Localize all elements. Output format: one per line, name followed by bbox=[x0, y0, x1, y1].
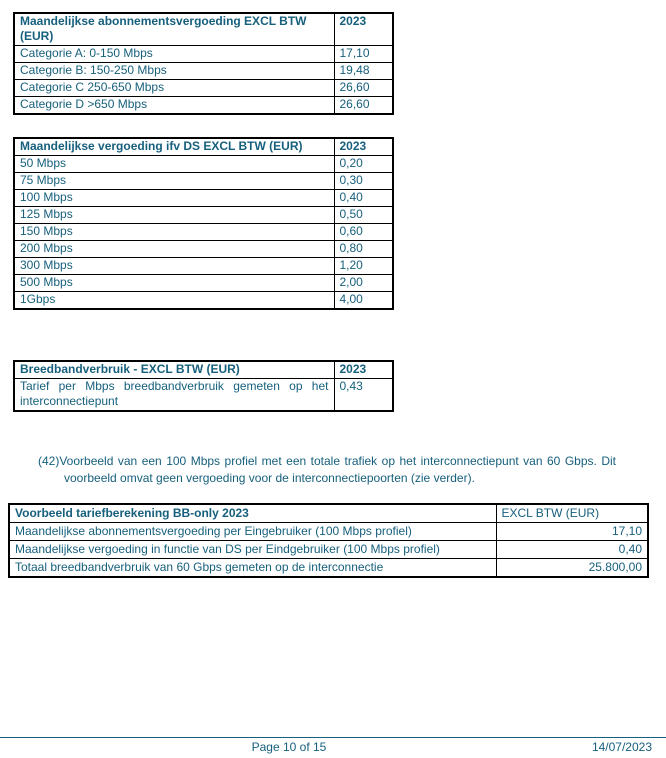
table-row bbox=[14, 258, 393, 275]
price-value: 26,60 bbox=[334, 97, 393, 115]
price-value: 0,80 bbox=[334, 241, 393, 258]
footer-divider bbox=[0, 737, 666, 738]
table-row bbox=[14, 63, 393, 80]
line-item-label: Maandelijkse abonnementsvergoeding per Eingebruiker (100 Mbps profiel) bbox=[9, 523, 496, 541]
paragraph-42 bbox=[38, 453, 616, 486]
price-value: 19,48 bbox=[334, 63, 393, 80]
subscription-fee-table bbox=[13, 12, 394, 115]
speed-label: 300 Mbps bbox=[14, 258, 334, 275]
speed-label: 100 Mbps bbox=[14, 190, 334, 207]
table-row bbox=[14, 46, 393, 63]
table-row bbox=[14, 80, 393, 97]
tariff-description: Tarief per Mbps breedbandverbruik gemeten op het interconnectiepunt bbox=[14, 379, 334, 412]
speed-label: 200 Mbps bbox=[14, 241, 334, 258]
price-value: 4,00 bbox=[334, 292, 393, 310]
table-row bbox=[9, 523, 648, 541]
year-column-header: 2023 bbox=[334, 361, 393, 379]
amount-value: 17,10 bbox=[496, 523, 648, 541]
table-row bbox=[14, 190, 393, 207]
table-row bbox=[14, 292, 393, 310]
speed-label: 75 Mbps bbox=[14, 173, 334, 190]
example-calculation-table bbox=[8, 503, 649, 578]
price-value: 17,10 bbox=[334, 46, 393, 63]
table-row bbox=[14, 379, 393, 412]
table-header-row bbox=[14, 138, 393, 156]
amount-value: 0,40 bbox=[496, 541, 648, 559]
category-label: Categorie D >650 Mbps bbox=[14, 97, 334, 115]
price-value: 1,20 bbox=[334, 258, 393, 275]
footer-date: 14/07/2023 bbox=[591, 740, 652, 754]
price-value: 0,40 bbox=[334, 190, 393, 207]
ds-table-title: Maandelijkse vergoeding ifv DS EXCL BTW (EUR) bbox=[14, 138, 334, 156]
year-column-header: 2023 bbox=[334, 13, 393, 46]
category-label: Categorie C 250-650 Mbps bbox=[14, 80, 334, 97]
price-value: 0,43 bbox=[334, 379, 393, 412]
table-header-row bbox=[9, 504, 648, 523]
year-column-header: 2023 bbox=[334, 138, 393, 156]
table-row bbox=[14, 241, 393, 258]
line-item-label: Maandelijkse vergoeding in functie van DS per Eindgebruiker (100 Mbps profiel) bbox=[9, 541, 496, 559]
table-row bbox=[14, 207, 393, 224]
table-row bbox=[14, 156, 393, 173]
amount-value: 25.800,00 bbox=[496, 559, 648, 578]
price-value: 0,20 bbox=[334, 156, 393, 173]
price-value: 0,30 bbox=[334, 173, 393, 190]
category-label: Categorie B: 150-250 Mbps bbox=[14, 63, 334, 80]
table-row bbox=[14, 97, 393, 115]
table-row bbox=[14, 275, 393, 292]
speed-label: 500 Mbps bbox=[14, 275, 334, 292]
speed-label: 125 Mbps bbox=[14, 207, 334, 224]
table-row bbox=[9, 559, 648, 578]
table-header-row bbox=[14, 361, 393, 379]
footer-page-number: Page 10 of 15 bbox=[251, 740, 327, 754]
price-value: 26,60 bbox=[334, 80, 393, 97]
paragraph-number: (42) bbox=[38, 454, 60, 468]
ds-fee-table bbox=[13, 137, 394, 310]
speed-label: 1Gbps bbox=[14, 292, 334, 310]
table-row bbox=[14, 224, 393, 241]
broadband-usage-table bbox=[13, 360, 394, 412]
table-header-row bbox=[14, 13, 393, 46]
price-value: 2,00 bbox=[334, 275, 393, 292]
example-table-title: Voorbeeld tariefberekening BB-only 2023 bbox=[9, 504, 496, 523]
price-value: 0,50 bbox=[334, 207, 393, 224]
category-label: Categorie A: 0-150 Mbps bbox=[14, 46, 334, 63]
speed-label: 50 Mbps bbox=[14, 156, 334, 173]
paragraph-text: Voorbeeld van een 100 Mbps profiel met een totale trafiek op het interconnectiepunt van 60 Gbps. Dit voorbeeld omvat geen vergoeding voor de interconnectiepoorten (zie verder). bbox=[59, 454, 616, 485]
price-value: 0,60 bbox=[334, 224, 393, 241]
line-item-label: Totaal breedbandverbruik van 60 Gbps gemeten op de interconnectie bbox=[9, 559, 496, 578]
speed-label: 150 Mbps bbox=[14, 224, 334, 241]
usage-table-title: Breedbandverbruik - EXCL BTW (EUR) bbox=[14, 361, 334, 379]
subscription-table-title: Maandelijkse abonnementsvergoeding EXCL BTW (EUR) bbox=[14, 13, 334, 46]
table-row bbox=[9, 541, 648, 559]
table-row bbox=[14, 173, 393, 190]
unit-column-header: EXCL BTW (EUR) bbox=[496, 504, 648, 523]
